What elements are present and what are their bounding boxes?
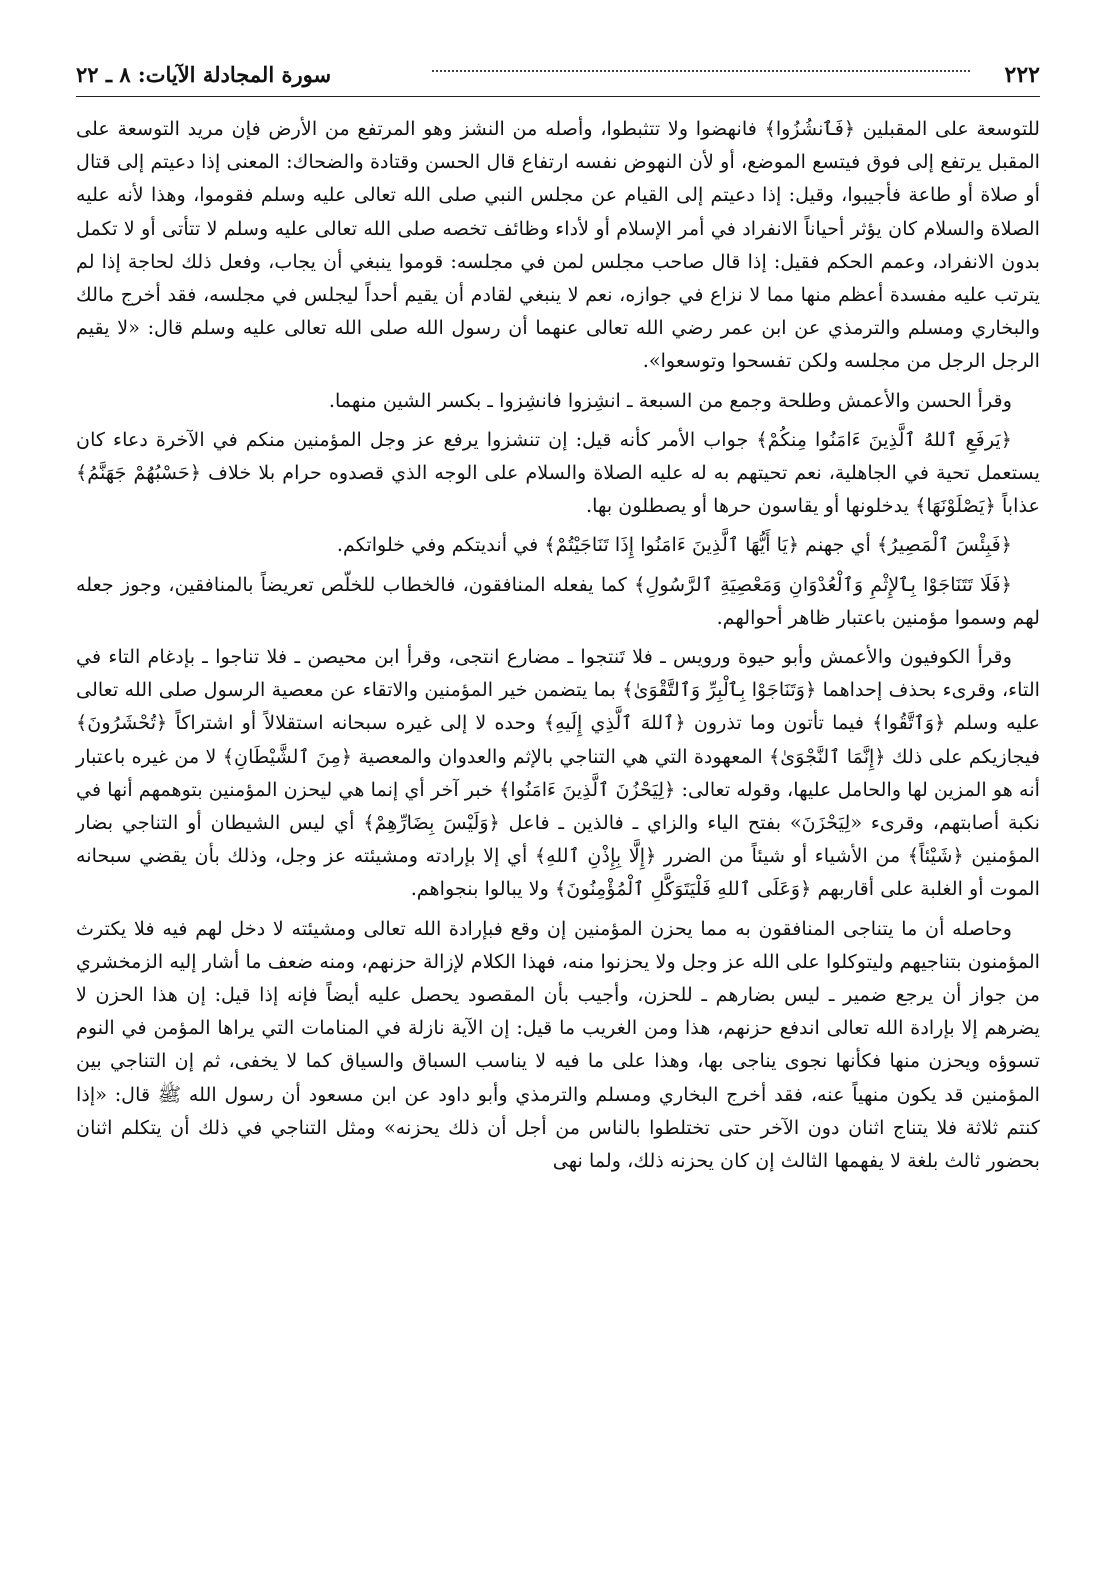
paragraph-7: وحاصله أن ما يتناجى المنافقون به مما يحزن المؤمنين إن وقع فبإرادة الله تعالى ومشيئته لا دخل لهم فيه فلا يكترث المؤمنون بتناجيهم وليتوكلوا على الله عز وجل ولا يحزنوا منه، فهذا الكلام لإزالة حزنهم، ومنه ضعف ما أشار إليه الزمخشري من جواز أن يرجع ضمير ـ ليس بضارهم ـ للحزن، وأجيب بأن المقصود يحصل عليه أيضاً فإنه إذا قيل: إن هذا الحزن لا يضرهم إلا بإرادة الله تعالى اندفع حزنهم، هذا ومن الغريب ما قيل: إن الآية نازلة في المنامات التي يراها المؤمن في النوم تسوؤه ويحزن منها فكأنها نجوى يناجى بها، وهذا على ما فيه لا يناسب السباق والسياق كما لا يخفى، ثم إن التناجي بين المؤمنين قد يكون منهياً عنه، فقد أخرج البخاري ومسلم والترمذي وأبو داود عن ابن مسعود أن رسول الله ﷺ قال: «إذا كنتم ثلاثة فلا يتناج اثنان دون الآخر حتى تختلطوا بالناس من أجل أن ذلك يحزنه» ومثل التناجي في ذلك أن يتكلم اثنان بحضور ثالث بلغة لا يفهمها الثالث إن كان يحزنه ذلك، ولما نهى: [76, 916, 1040, 1173]
paragraph-6: وقرأ الكوفيون والأعمش وأبو حيوة ورويس ـ فلا تَنتجوا ـ مضارع انتجى، وقرأ ابن محيصن ـ فلا تناجوا ـ بإدغام التاء في التاء، وقرىء بحذف إحداهما ﴿وَتَنَاجَوْا بِٱلْبِرِّ وَٱلتَّقْوَىٰ﴾ بما يتضمن خير المؤمنين والاتقاء عن معصية الرسول صلى الله تعالى عليه وسلم ﴿وَٱتَّقُوا﴾ فيما تأتون وما تذرون ﴿ٱللهَ ٱلَّذِي إِلَيهِ﴾ وحده لا إلى غيره سبحانه استقلالاً أو اشتراكاً ﴿تُحْشَرُونَ﴾ فيجازيكم على ذلك ﴿إِنَّمَا ٱلنَّجْوَىٰ﴾ المعهودة التي هي التناجي بالإثم والعدوان والمعصية ﴿مِنَ ٱلشَّيْطَانِ﴾ لا من غيره باعتبار أنه هو المزين لها والحامل عليها، وقوله تعالى: ﴿لِيَحْزُنَ ٱلَّذِينَ ءَامَنُوا﴾ خبر آخر أي إنما هي ليحزن المؤمنين بتوهمهم أنها في نكبة أصابتهم، وقرىء «لِيَحْزَنَ» بفتح الياء والزاي ـ فالذين ـ فاعل ﴿وَلَيْسَ بِضَارِّهِمْ﴾ أي ليس الشيطان أو التناجي بضار المؤمنين ﴿شَيْئاً﴾ من الأشياء أو شيئاً من الضرر ﴿إِلَّا بِإِذْنِ ٱللهِ﴾ أي إلا بإرادته ومشيئته عز وجل، وذلك بأن يقضي سبحانه الموت أو الغلبة على أقاربهم ﴿وَعَلَى ٱللهِ فَلْيَتَوَكَّلِ ٱلْمُؤْمِنُونَ﴾ ولا يبالوا بنجواهم.: [76, 645, 1040, 901]
paragraph-4: ﴿فَبِئْسَ ٱلْمَصِيرُ﴾ أي جهنم ﴿يَا أَيُّهَا ٱلَّذِينَ ءَامَنُوا إِذَا تَنَاجَيْتُمْ﴾ في أنديتكم وفي خلواتكم.: [336, 533, 1012, 557]
page-number: ٢٢٢: [1004, 62, 1040, 88]
body-text: [76, 112, 1040, 1177]
running-title: سورة المجادلة الآيات: ٨ ـ ٢٢: [76, 62, 332, 87]
paragraph-3: ﴿يَرفَعِ ٱللهُ ٱلَّذِينَ ءَامَنُوا مِنكُمْ﴾ جواب الأمر كأنه قيل: إن تنشزوا يرفع عز وجل المؤمنين منكم في الآخرة دعاء كان يستعمل تحية في الجاهلية، نعم تحيتهم به له عليه الصلاة والسلام على الوجه الذي قصدوه حرام بلا خلاف ﴿حَسْبُهُمْ جَهَنَّمُ﴾ عذاباً ﴿يَصْلَوْنَهَا﴾ يدخلونها أو يقاسون حرها أو يصطلون بها.: [76, 427, 1040, 518]
paragraph-2: وقرأ الحسن والأعمش وطلحة وجمع من السبعة ـ انشِزوا فانشِزوا ـ بكسر الشين منهما.: [328, 388, 1012, 412]
book-page: [76, 0, 1040, 1572]
paragraph-5: ﴿فَلَا تَتَنَاجَوْا بِٱلإِثْمِ وَٱلْعُدْوَانِ وَمَعْصِيَةِ ٱلرَّسُولِ﴾ كما يفعله المنافقون، فالخطاب للخلّص تعريضاً بالمنافقين، وجوز جعله لهم وسموا مؤمنين باعتبار ظاهر أحوالهم.: [76, 572, 1040, 629]
page-header: [76, 56, 1040, 97]
paragraph-1: للتوسعة على المقبلين ﴿فَٱنشُزُوا﴾ فانهضوا ولا تتثبطوا، وأصله من النشز وهو المرتفع من الأرض فإن مريد التوسعة على المقبل يرتفع إلى فوق فيتسع الموضع، أو لأن النهوض نفسه ارتفاع قال الحسن وقتادة والضحاك: المعنى إذا دعيتم إلى قتال أو صلاة أو طاعة فأجيبوا، وقيل: إذا دعيتم إلى القيام عن مجلس النبي صلى الله تعالى عليه وسلم فقوموا، وهذا لأنه عليه الصلاة والسلام كان يؤثر أحياناً الانفراد في أمر الإسلام أو لأداء وظائف تخصه صلى الله تعالى عليه وسلم لا تتأتى أو لا تكمل بدون الانفراد، وعمم الحكم فقيل: إذا قال صاحب مجلس لمن في مجلسه: قوموا ينبغي أن يجاب، وفعل ذلك لحاجة إذا لم يترتب عليه مفسدة أعظم منها مما لا نزاع في جوازه، نعم لا ينبغي لقادم أن يقيم أحداً ليجلس في مجلسه، فقد أخرج مالك والبخاري ومسلم والترمذي عن ابن عمر رضي الله تعالى عنهما أن رسول الله صلى الله تعالى عليه وسلم قال: «لا يقيم الرجل الرجل من مجلسه ولكن تفسحوا وتوسعوا».: [76, 117, 1040, 373]
header-dotted-leader: [432, 70, 970, 72]
